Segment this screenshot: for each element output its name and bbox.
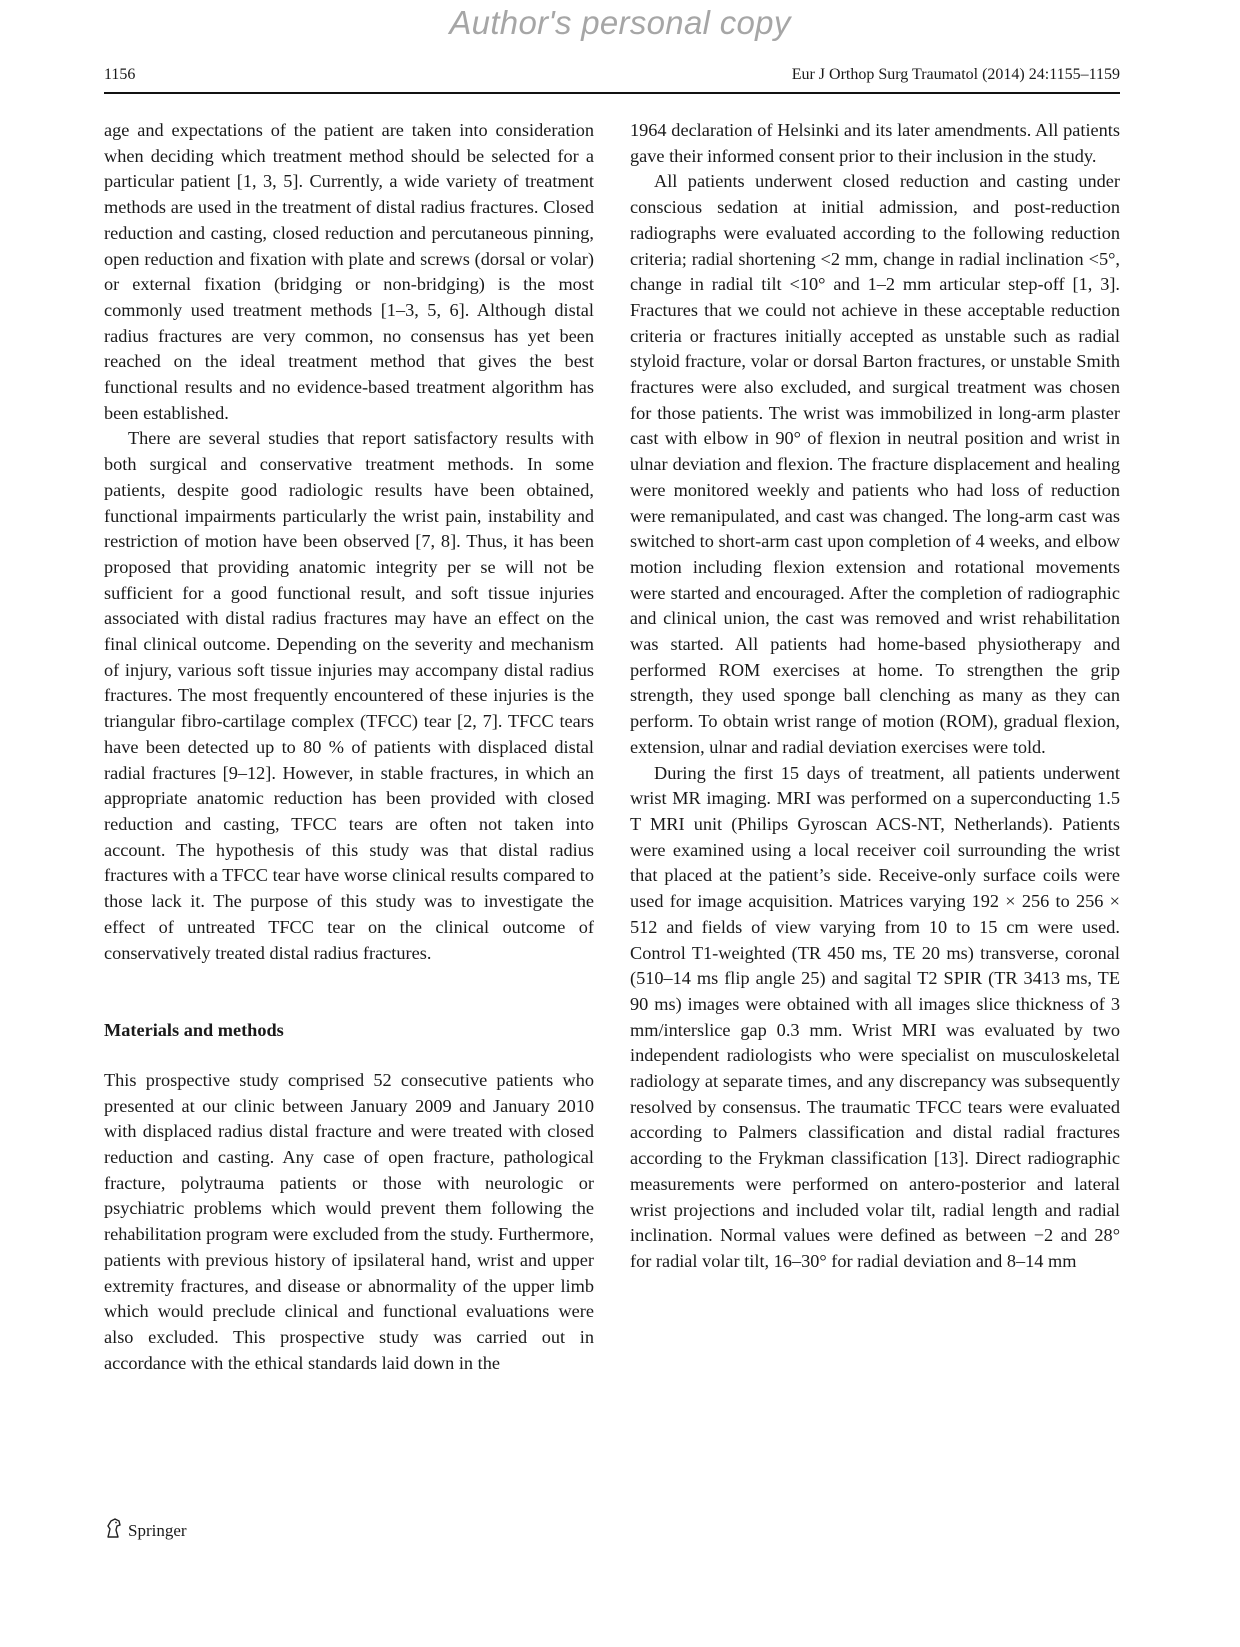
springer-horse-icon	[104, 1517, 124, 1544]
right-column	[630, 118, 1120, 1275]
paragraph: age and expectations of the patient are taken into consideration when deciding which treatment method should be selected for a particular patient [1, 3, 5]. Currently, a wide variety of treatment methods are used in the treatment of distal radius fractures. Closed reduction and casting, closed reduction and percutaneous pinning, open reduction and fixation with plate and screws (dorsal or volar) or external fixation (bridging or non-bridging) is the most commonly used treatment methods [1–3, 5, 6]. Although distal radius fractures are very common, no consensus has yet been reached on the ideal treatment method that gives the best functional results and no evidence-based treatment algorithm has been established.	[104, 120, 594, 423]
publisher-name: Springer	[128, 1520, 187, 1540]
running-header	[104, 66, 1120, 94]
paragraph: 1964 declaration of Helsinki and its later amendments. All patients gave their informed consent prior to their inclusion in the study.	[630, 120, 1120, 166]
paragraph: There are several studies that report satisfactory results with both surgical and conservative treatment methods. In some patients, despite good radiologic results have been obtained, functional impairments particularly the wrist pain, instability and restriction of motion have been observed [7, 8]. Thus, it has been proposed that providing anatomic integrity per se will not be sufficient for a good functional result, and soft tissue injuries associated with distal radius fractures may have an effect on the final clinical outcome. Depending on the severity and mechanism of injury, various soft tissue injuries may accompany distal radius fractures. The most frequently encountered of these injuries is the triangular fibro-cartilage complex (TFCC) tear [2, 7]. TFCC tears have been detected up to 80 % of patients with displaced distal radial fractures [9–12]. However, in stable fractures, in which an appropriate anatomic reduction has been provided with closed reduction and casting, TFCC tears are often not taken into account. The hypothesis of this study was that distal radius fractures with a TFCC tear have worse clinical results compared to those lack it. The purpose of this study was to investigate the effect of untreated TFCC tear on the clinical outcome of conservatively treated distal radius fractures.	[104, 428, 594, 963]
publisher-footer	[104, 1517, 187, 1544]
watermark: Author's personal copy	[449, 4, 791, 41]
paragraph: During the first 15 days of treatment, all patients underwent wrist MR imaging. MRI was performed on a superconducting 1.5 T MRI unit (Philips Gyroscan ACS-NT, Netherlands). Patients were examined using a local receiver coil surrounding the wrist that placed at the patient’s side. Receive-only surface coils were used for image acquisition. Matrices varying 192 × 256 to 256 × 512 and fields of view varying from 10 to 15 cm were used. Control T1-weighted (TR 450 ms, TE 20 ms) transverse, coronal (510–14 ms flip angle 25) and sagital T2 SPIR (TR 3413 ms, TE 90 ms) images were obtained with all images slice thickness of 3 mm/interslice gap 0.3 mm. Wrist MRI was evaluated by two independent radiologists who were specialist on musculoskeletal radiology at separate times, and any discrepancy was subsequently resolved by consensus. The traumatic TFCC tears were evaluated according to Palmers classification and distal radial fractures according to the Frykman classification [13]. Direct radiographic measurements were performed on antero-posterior and lateral wrist projections and included volar tilt, radial length and radial inclination. Normal values were defined as between −2 and 28° for radial volar tilt, 16–30° for radial deviation and 8–14 mm	[630, 762, 1120, 1271]
paragraph: This prospective study comprised 52 consecutive patients who presented at our clinic between January 2009 and January 2010 with displaced radius distal fracture and were treated with closed reduction and casting. Any case of open fracture, pathological fracture, polytrauma patients or those with neurologic or psychiatric problems which would prevent them following the rehabilitation program were excluded from the study. Furthermore, patients with previous history of ipsilateral hand, wrist and upper extremity fractures, and disease or abnormality of the upper limb which would preclude clinical and functional evaluations were also excluded. This prospective study was carried out in accordance with the ethical standards laid down in the	[104, 1069, 594, 1373]
journal-citation: Eur J Orthop Surg Traumatol (2014) 24:1155–1159	[791, 66, 1120, 83]
paragraph: All patients underwent closed reduction and casting under conscious sedation at initial admission, and post-reduction radiographs were evaluated according to the following reduction criteria; radial shortening <2 mm, change in radial inclination <5°, change in radial tilt <10° and 1–2 mm articular step-off [1, 3]. Fractures that we could not achieve in these acceptable reduction criteria or fractures initially accepted as unstable such as radial styloid fracture, volar or dorsal Barton fractures, or unstable Smith fractures were also excluded, and surgical treatment was chosen for those patients. The wrist was immobilized in long-arm plaster cast with elbow in 90° of flexion in neutral position and wrist in ulnar deviation and flexion. The fracture displacement and healing were monitored weekly and patients who had loss of reduction were remanipulated, and cast was changed. The long-arm cast was switched to short-arm cast upon completion of 4 weeks, and elbow motion including flexion extension and rotational movements were started and encouraged. After the completion of radiographic and clinical union, the cast was removed and wrist rehabilitation was started. All patients had home-based physiotherapy and performed ROM exercises at home. To strengthen the grip strength, they used sponge ball clenching as many as they can perform. To obtain wrist range of motion (ROM), gradual flexion, extension, ulnar and radial deviation exercises were told.	[630, 171, 1120, 757]
page-number: 1156	[104, 66, 136, 83]
section-heading: Materials and methods	[104, 1020, 284, 1041]
left-column	[104, 118, 594, 1376]
